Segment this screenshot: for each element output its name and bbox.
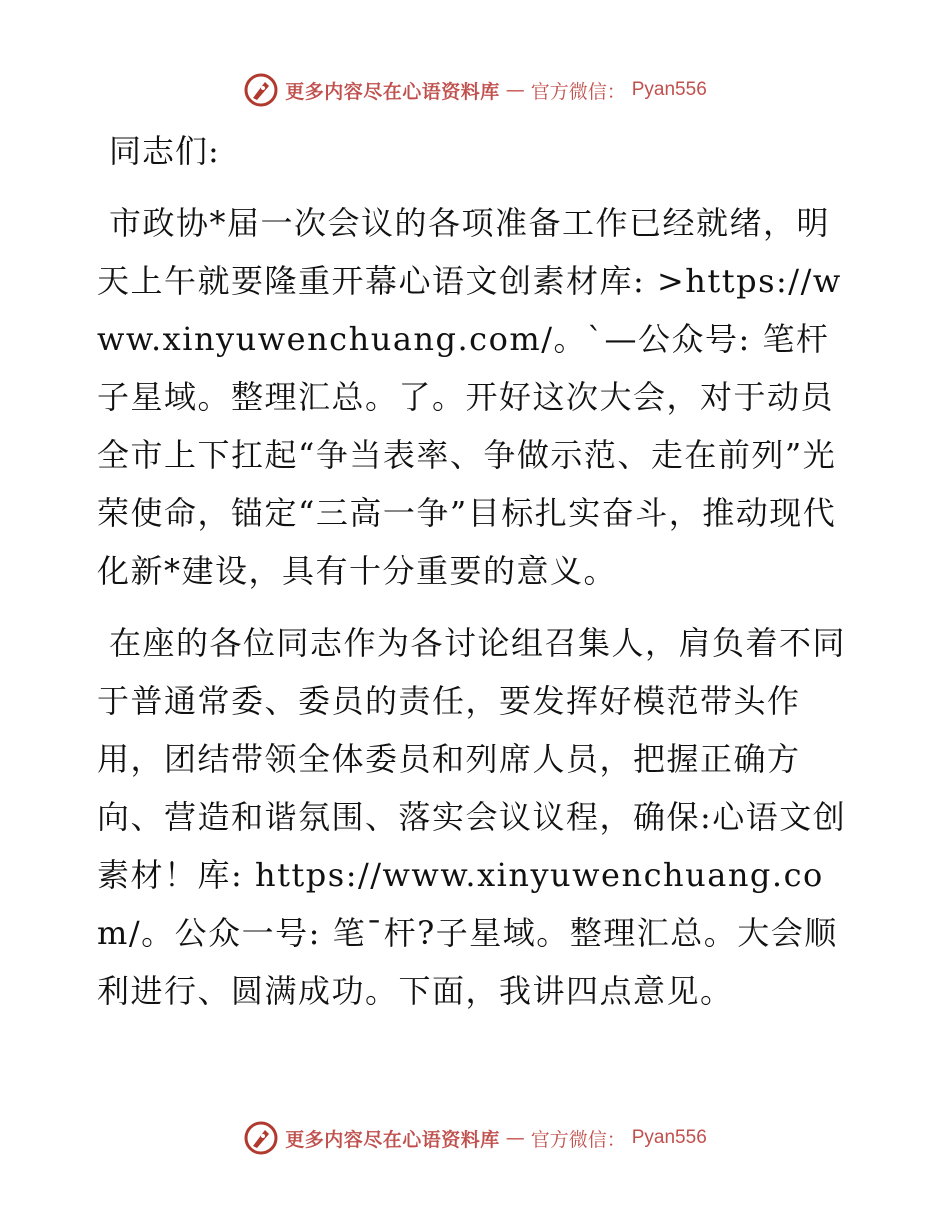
banner-wechat-handle: Pyan556: [631, 79, 707, 100]
paragraph-2: 在座的各位同志作为各讨论组召集人，肩负着不同于普通常委、委员的责任，要发挥好模范带头作用，团结带领全体委员和列席人员，把握正确方向、营造和谐氛围、落实会议议程，确保:心语文创素材！库: https://www.xinyuwenchuang.com/。公众一号: 笔¯杆?子星域。整理汇总。大会顺利进行、圆满成功。下面，我讲四点意见。: [97, 624, 847, 1010]
banner-wechat-handle: Pyan556: [631, 1127, 707, 1148]
footer-banner: [0, 1118, 950, 1158]
document-body: [97, 122, 857, 1034]
salutation: 同志们:: [109, 132, 220, 170]
banner-separator: —: [505, 1127, 525, 1149]
header-banner: [0, 70, 950, 110]
banner-wechat-label: 官方微信：: [530, 80, 626, 103]
pen-nib-logo-icon: [243, 72, 279, 108]
banner-wechat-label: 官方微信：: [530, 1128, 626, 1151]
banner-slogan: 更多内容尽在心语资料库: [285, 1128, 500, 1151]
pen-nib-logo-icon: [243, 1120, 279, 1156]
banner-slogan: 更多内容尽在心语资料库: [285, 80, 500, 103]
banner-separator: —: [505, 79, 525, 101]
paragraph-1: 市政协*届一次会议的各项准备工作已经就绪，明天上午就要隆重开幕心语文创素材库: >https://www.xinyuwenchuang.com/。`—公众号: 笔杆子星域。整理汇总。了。开好这次大会，对于动员全市上下扛起“争当表率、争做示范、走在前列”光荣使命，锚定“三高一争”目标扎实奋斗，推动现代化新*建设，具有十分重要的意义。: [97, 204, 842, 590]
